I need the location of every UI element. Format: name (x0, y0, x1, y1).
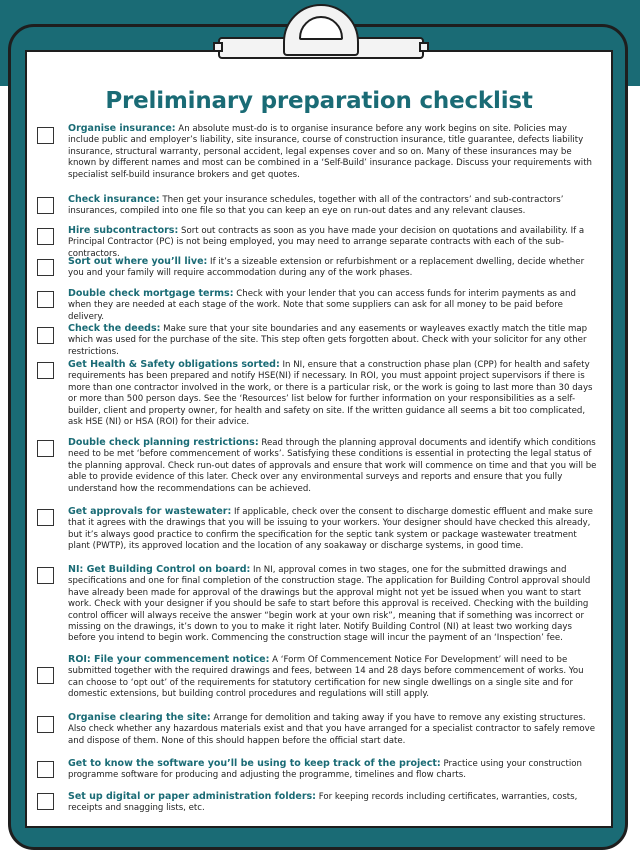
checkbox-organise-insurance[interactable] (37, 127, 54, 144)
item-text: Arrange for demolition and taking away if you have to remove any existing structures. Also check whether any hazardous materials exist and that you have arranged for a specialist contractor to safely remove and dispose of them. None of this should happen before the official start date. (68, 713, 596, 746)
checkbox-hire-subcontractors[interactable] (37, 228, 54, 245)
item-software (68, 758, 598, 782)
checkbox-admin-folders[interactable] (37, 793, 54, 810)
checkbox-mortgage-terms[interactable] (37, 291, 54, 308)
checkbox-software[interactable] (37, 761, 54, 778)
item-admin-folders (68, 791, 598, 815)
clip-right-tab (419, 42, 429, 52)
item-text: In NI, ensure that a construction phase plan (CPP) for health and safety requirements has been prepared and notify HSE(NI) if necessary. In ROI, you must appoint project supervisors if there is more than one contractor involved in the work, or there is a particular risk, or the work is going to last more than 30 days or more than 500 person days. See the ‘Resources’ list below for further information on your responsibilities as a self-builder, client and property owner, for health and safety on site. If the written guidance all seems a bit too complicated, ask HSE (NI) or HSA (ROI) for their advice. (68, 360, 593, 428)
item-label: Double check mortgage terms: (68, 288, 234, 299)
checkbox-clearing-site[interactable] (37, 716, 54, 733)
item-label: Double check planning restrictions: (68, 437, 259, 448)
item-clearing-site (68, 712, 598, 747)
checkbox-commencement-notice[interactable] (37, 667, 54, 684)
item-label: Get Health & Safety obligations sorted: (68, 359, 280, 370)
checkbox-health-safety[interactable] (37, 362, 54, 379)
item-label: ROI: File your commencement notice: (68, 654, 270, 665)
item-text: Then get your insurance schedules, together with all of the contractors’ and sub-contractors’ insurances, compiled into one file so that you can keep an eye on run-out dates and any relevant clauses. (68, 195, 564, 217)
item-check-deeds (68, 323, 598, 358)
item-text: Practice using your construction programme software for producing and adjusting the programme, timelines and flow charts. (68, 759, 582, 781)
item-commencement-notice (68, 654, 598, 701)
item-planning-restrictions (68, 437, 598, 495)
item-building-control (68, 564, 598, 645)
item-text: An absolute must-do is to organise insurance before any work begins on site. Policies may include public and employer’s liability, site insurance, course of construction insurance, title guarantee, defects liability insurance, structural warranty, personal accident, legal expenses cover and so on. Many of these insurances may be known by different names and most can be combined in a ‘Self-Build’ insurance package. Discuss your requirements with specialist self-build insurance brokers and get quotes. (68, 124, 593, 180)
item-label: Hire subcontractors: (68, 225, 179, 236)
item-text: For keeping records including certificates, warranties, costs, receipts and snagging lists, etc. (68, 792, 578, 814)
item-text: Read through the planning approval documents and identify which conditions need to be met ‘before commencement of works’. Satisfying these conditions is essential in protecting the legal status of the planning approval. Check run-out dates of approvals and ensure that work will commence on time and that you will be able to provide evidence of this later. Check over any environmental surveys and reports and ensure that you fully understand how the recommendations can be achieved. (68, 438, 597, 494)
item-label: Sort out where you’ll live: (68, 256, 208, 267)
item-text: If it’s a sizeable extension or refurbishment or a replacement dwelling, decide whether you and your family will require accommodation during any of the work phases. (68, 257, 585, 279)
item-wastewater (68, 506, 598, 553)
item-check-insurance (68, 194, 598, 218)
checkbox-wastewater[interactable] (37, 509, 54, 526)
checkbox-sort-out-living[interactable] (37, 259, 54, 276)
item-text: A ‘Form Of Commencement Notice For Development’ will need to be submitted together with the required drawings and fees, between 14 and 28 days before commencement of works. You can choose to ‘opt out’ of the requirements for statutory certification for new single dwellings on a single site and for domestic extensions, but building control procedures and regulations will still apply. (68, 655, 584, 700)
item-label: Set up digital or paper administration folders: (68, 791, 316, 802)
item-text: Sort out contracts as soon as you have made your decision on quotations and availability. If a Principal Contractor (PC) is not being employed, you may need to arrange separate contracts with each of the sub-contractors. (68, 226, 585, 259)
item-mortgage-terms (68, 288, 598, 323)
item-label: Get to know the software you’ll be using to keep track of the project: (68, 758, 441, 769)
item-text: In NI, approval comes in two stages, one for the submitted drawings and specifications and one for final completion of the construction stage. The application for Building Control approval should have already been made for approval of the drawings but the approval might not yet be issued when you want to start work. Check with your designer if you should be safe to start before this approval is received. Checking with the building control officer will always receive the answer “begin work at your own risk”, meaning that if something was incorrect or missing on the drawings, it’s down to you to make it right later. Notify Building Control (NI) at least two working days before you intend to begin work. Commencing the construction stage will incur the payment of an ‘Inspection’ fee. (68, 565, 591, 644)
item-text: Check with your lender that you can access funds for interim payments as and when they are needed at each stage of the work. Note that some suppliers can ask for all money to be paid before delivery. (68, 289, 576, 322)
item-label: Organise clearing the site: (68, 712, 211, 723)
item-sort-out-living (68, 256, 598, 280)
item-health-safety (68, 359, 598, 428)
checkbox-check-insurance[interactable] (37, 197, 54, 214)
item-hire-subcontractors (68, 225, 598, 260)
checkbox-planning-restrictions[interactable] (37, 440, 54, 457)
item-label: Check insurance: (68, 194, 160, 205)
item-text: Make sure that your site boundaries and any easements or wayleaves exactly match the title map which was used for the purchase of the site. This step often gets forgotten about. Check with your solicitor for any other restrictions. (68, 324, 588, 357)
checkbox-check-deeds[interactable] (37, 327, 54, 344)
item-organise-insurance (68, 123, 598, 181)
item-label: Organise insurance: (68, 123, 176, 134)
clip-left-tab (213, 42, 223, 52)
item-label: Check the deeds: (68, 323, 161, 334)
page-title: Preliminary preparation checklist (105, 88, 533, 114)
item-text: If applicable, check over the consent to discharge domestic effluent and make sure that it agrees with the drawings that you will be issuing to your workers. Your designer should have checked this already, but it’s always good practice to confirm the specification for the septic tank system or package wastewater treatment plant (PWTP), its approved location and the location of any soakaway or discharge systems, in good time. (68, 507, 593, 552)
item-label: NI: Get Building Control on board: (68, 564, 251, 575)
checkbox-building-control[interactable] (37, 567, 54, 584)
item-label: Get approvals for wastewater: (68, 506, 232, 517)
